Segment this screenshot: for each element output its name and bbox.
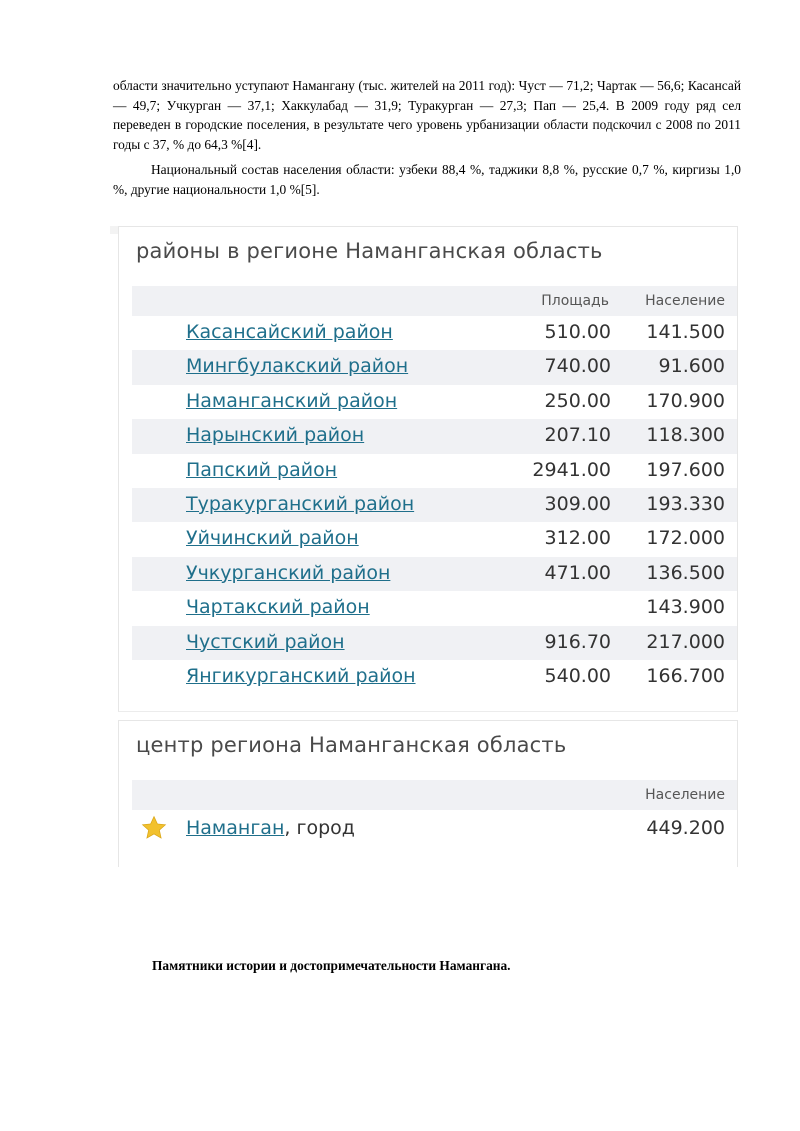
district-link[interactable]: Чустский район [186,630,345,653]
column-header-population: Население [645,293,725,309]
district-area: 740.00 [544,355,611,378]
column-header-population: Население [645,787,725,803]
district-link[interactable]: Мингбулакский район [186,355,409,378]
district-population: 136.500 [646,561,725,584]
screenshot-edge [110,226,118,234]
table-row [132,454,737,488]
table-row [132,660,737,694]
table-row [132,316,737,350]
district-population: 193.330 [646,492,725,515]
table-header [132,780,737,810]
district-link[interactable]: Уйчинский район [186,527,359,550]
column-header-area: Площадь [541,293,609,309]
star-icon [140,814,168,842]
district-area: 309.00 [544,492,611,515]
paragraph-urbanization: области значительно уступают Намангану (тыс. жителей на 2011 год): Чуст — 71,2; Чартак — 56,6; Касансай — 49,7; Учкурган — 37,1; Хаккулабад — 31,9; Туракурган — 27,3; Пап — 25,4. В 2009 году ряд сел переведен в городские поселения, в результате чего уровень урбанизации области подскочил с 2008 по 2011 годы с 37, % до 64,3 %[4]. [113,78,741,152]
district-population: 172.000 [646,527,725,550]
district-link[interactable]: Янгикурганский район [186,664,416,687]
table-row [132,419,737,453]
city-population: 449.200 [646,817,725,839]
district-link[interactable]: Нарынский район [186,424,365,447]
district-area: 916.70 [544,630,611,653]
table-row [132,350,737,384]
center-panel-title: центр региона Наманганская область [136,733,567,757]
table-row [132,488,737,522]
district-population: 91.600 [658,355,725,378]
district-link[interactable]: Чартакский район [186,596,370,619]
district-link[interactable]: Касансайский район [186,321,393,343]
city-type: , город [284,817,355,839]
table-row [132,557,737,591]
paragraph-ethnic-composition: Национальный состав населения области: узбеки 88,4 %, таджики 8,8 %, русские 0,7 %, киргизы 1,0 %, другие национальности 1,0 %[5]. [113,162,741,197]
table-row [132,385,737,419]
section-heading: Памятники истории и достопримечательности Намангана. [152,958,511,973]
table-row [132,626,737,660]
district-area: 2941.00 [532,458,611,481]
table-row [132,522,737,556]
district-population: 166.700 [646,664,725,687]
district-link[interactable]: Наманганский район [186,389,398,412]
city-name [186,817,355,839]
district-population: 143.900 [646,596,725,619]
districts-table-body [132,316,737,694]
district-population: 217.000 [646,630,725,653]
table-header [132,286,737,316]
district-area: 312.00 [544,527,611,550]
district-link[interactable]: Папский район [186,458,338,481]
district-population: 170.900 [646,389,725,412]
table-row [132,591,737,625]
districts-panel-title: районы в регионе Наманганская область [136,239,603,263]
district-link[interactable]: Туракурганский район [186,492,415,515]
district-link[interactable]: Учкурганский район [186,561,391,584]
district-population: 141.500 [646,321,725,343]
district-area: 207.10 [544,424,611,447]
district-area: 510.00 [544,321,611,343]
district-area: 471.00 [544,561,611,584]
table-row [132,810,737,850]
district-area: 250.00 [544,389,611,412]
district-population: 118.300 [646,424,725,447]
region-center-panel [118,720,738,867]
district-population: 197.600 [646,458,725,481]
city-link[interactable]: Наманган [186,817,285,839]
district-area: 540.00 [544,664,611,687]
districts-panel [118,226,738,712]
